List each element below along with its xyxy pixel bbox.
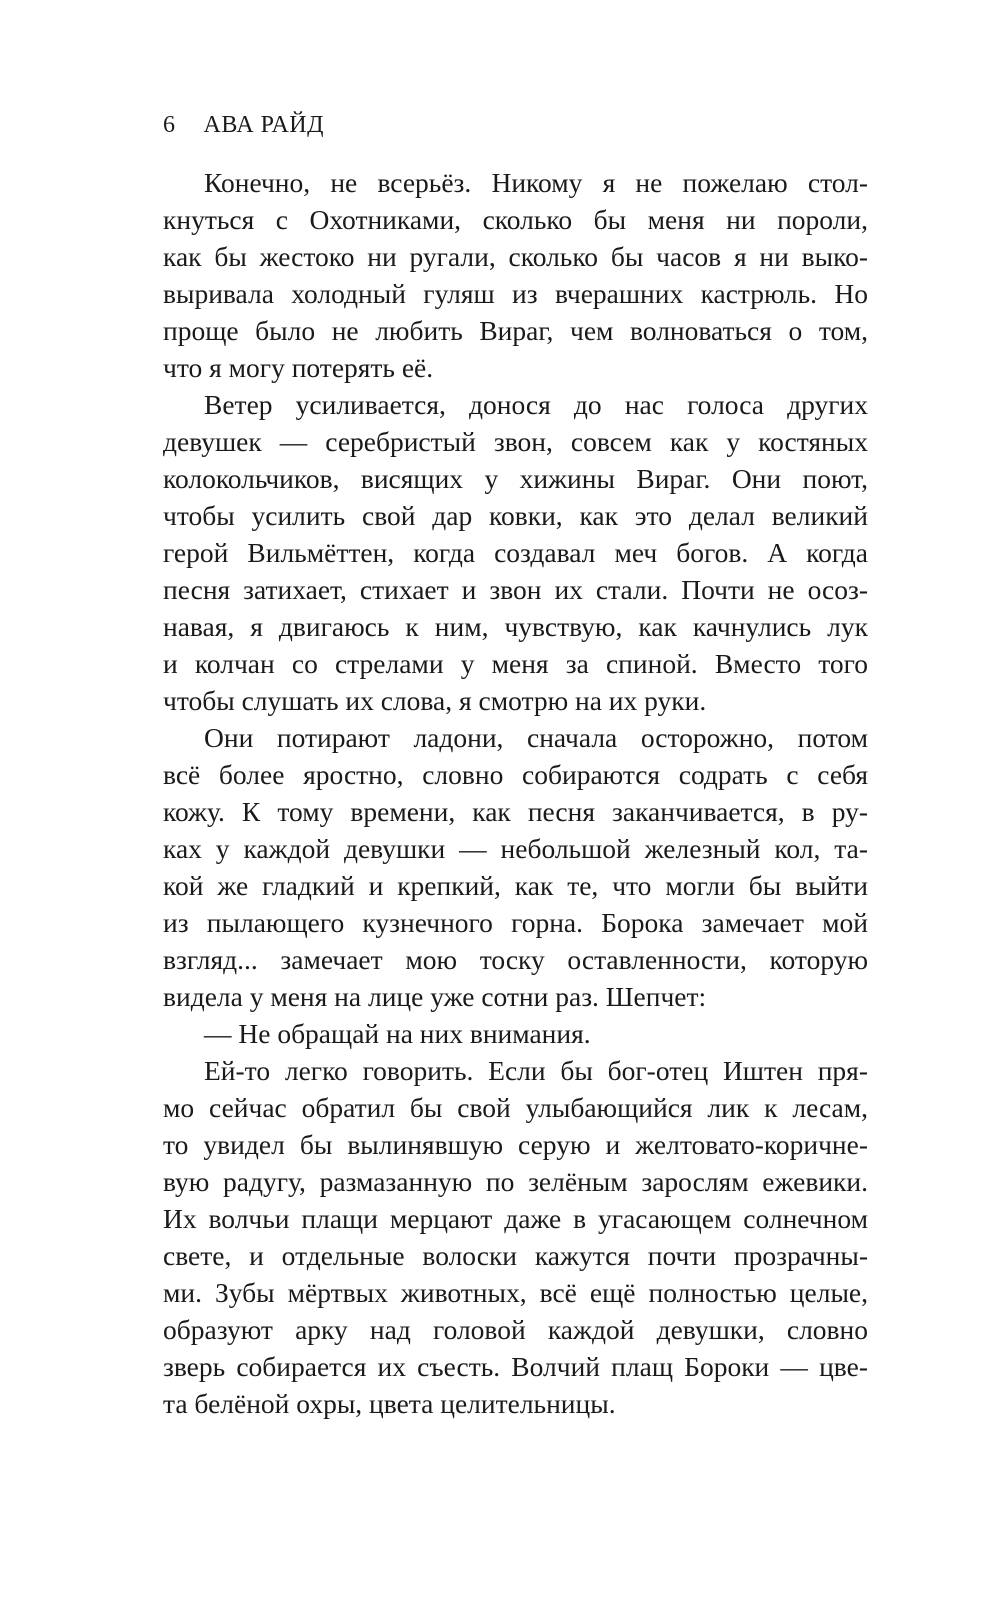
text-line: всё более яростно, словно собираются содрать с себя [163, 759, 868, 790]
text-line: песня затихает, стихает и звон их стали. Почти не осоз- [163, 574, 868, 605]
text-line: из пылающего кузнечного горна. Борока замечает мой [163, 907, 868, 938]
paragraph [163, 719, 868, 1015]
text-line: чтобы усилить свой дар ковки, как это делал великий [163, 500, 868, 531]
page-number: 6 [163, 112, 176, 138]
text-line: Ей-то легко говорить. Если бы бог-отец Иштен пря- [204, 1055, 868, 1086]
text-line: Они потирают ладони, сначала осторожно, потом [204, 722, 868, 753]
text-line: взгляд... замечает мою тоску оставленности, которую [163, 944, 868, 975]
text-line: что я могу потерять её. [163, 352, 434, 383]
text-line: вую радугу, размазанную по зелёным зарослям ежевики. [163, 1166, 868, 1197]
paragraph [163, 1015, 868, 1052]
text-line: образуют арку над головой каждой девушки, словно [163, 1314, 868, 1345]
text-line: герой Вильмёттен, когда создавал меч богов. А когда [163, 537, 868, 568]
text-line: кой же гладкий и крепкий, как те, что могли бы выйти [163, 870, 868, 901]
text-line: то увидел бы вылинявшую серую и желтовато-коричне- [163, 1129, 868, 1160]
text-line: ках у каждой девушки — небольшой железный кол, та- [163, 833, 868, 864]
text-line: и колчан со стрелами у меня за спиной. Вместо того [163, 648, 868, 679]
page-body-text [163, 164, 868, 1422]
paragraph [163, 164, 868, 386]
text-line: свете, и отдельные волоски кажутся почти прозрачны- [163, 1240, 868, 1271]
text-line: — Не обращай на них внимания. [204, 1018, 591, 1049]
paragraph [163, 386, 868, 719]
text-line: кнуться с Охотниками, сколько бы меня ни пороли, [163, 204, 868, 235]
text-line: кожу. К тому времени, как песня заканчивается, в ру- [163, 796, 868, 827]
text-line: Ветер усиливается, донося до нас голоса других [204, 389, 868, 420]
text-line: чтобы слушать их слова, я смотрю на их руки. [163, 685, 707, 716]
text-line: мо сейчас обратил бы свой улыбающийся лик к лесам, [163, 1092, 868, 1123]
text-line: Конечно, не всерьёз. Никому я не пожелаю стол- [204, 167, 868, 198]
text-line: проще было не любить Вираг, чем волноваться о том, [163, 315, 868, 346]
text-line: навая, я двигаюсь к ним, чувствую, как качнулись лук [163, 611, 868, 642]
text-line: ми. Зубы мёртвых животных, всё ещё полностью целые, [163, 1277, 868, 1308]
text-line: колокольчиков, висящих у хижины Вираг. Они поют, [163, 463, 868, 494]
paragraph [163, 1052, 868, 1422]
text-line: зверь собирается их съесть. Волчий плащ Бороки — цве- [163, 1351, 868, 1382]
text-line: как бы жестоко ни ругали, сколько бы часов я ни выко- [163, 241, 868, 272]
text-line: выривала холодный гуляш из вчерашних кастрюль. Но [163, 278, 868, 309]
text-line: Их волчьи плащи мерцают даже в угасающем солнечном [163, 1203, 868, 1234]
text-line: та белёной охры, цвета целительницы. [163, 1388, 616, 1419]
author-name: АВА РАЙД [203, 112, 324, 138]
text-line: девушек — серебристый звон, совсем как у костяных [163, 426, 868, 457]
text-line: видела у меня на лице уже сотни раз. Шепчет: [163, 981, 707, 1012]
running-header [163, 112, 324, 139]
